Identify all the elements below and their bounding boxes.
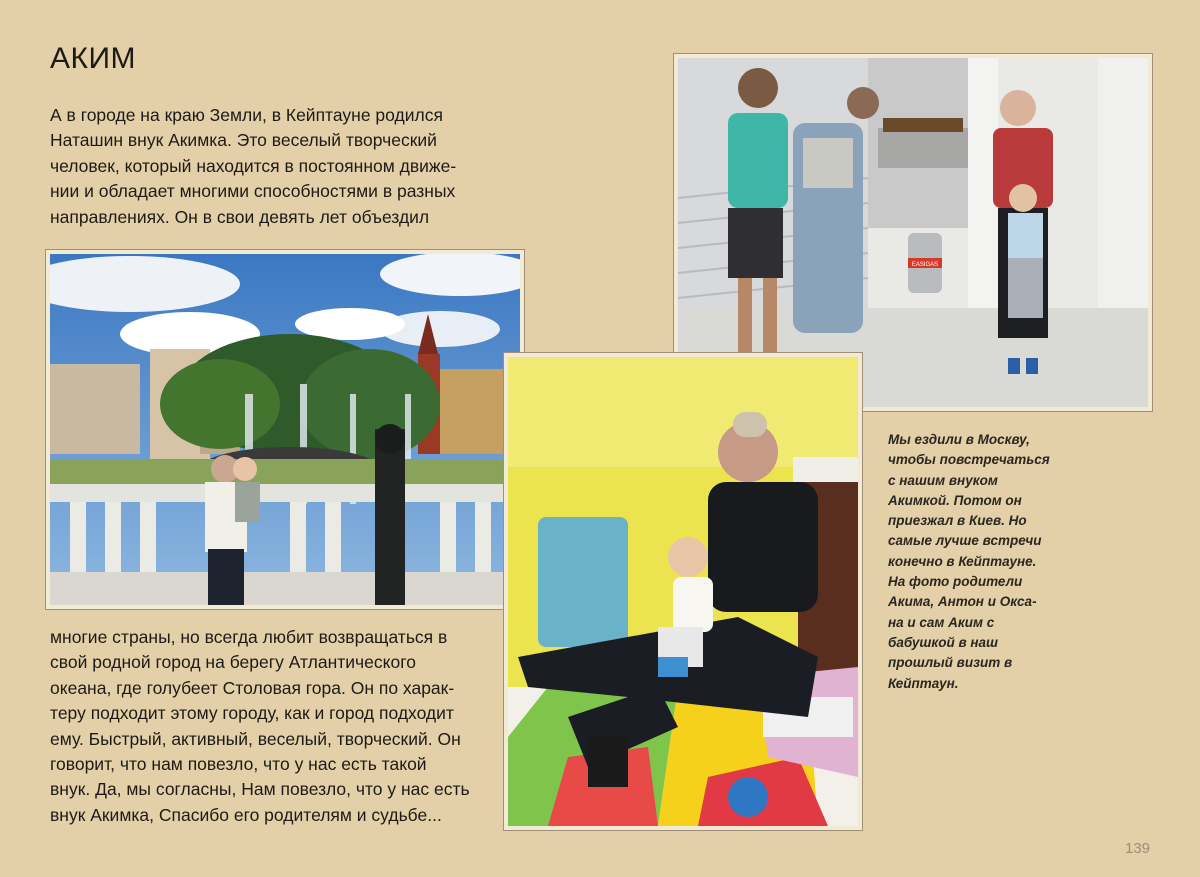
caption-line: На фото родители [888,574,1023,590]
text-line: свой родной город на берегу Атлантического [50,652,416,673]
caption-line: самые лучше встречи [888,533,1042,549]
text-line: А в городе на краю Земли, в Кейптауне родился [50,105,443,125]
caption-line: бабушкой в наш [888,634,999,650]
text-line: нии и обладает многими способностями в разных [50,181,456,202]
caption-line: чтобы повстречаться [888,452,1050,468]
page-number: 139 [1125,840,1151,857]
caption-line: на и сам Аким с [888,614,995,630]
photo-moscow-fountain [45,249,525,610]
text-line: говорит, что нам повезло, что у нас есть такой [50,754,427,775]
text-line: человек, который находится в постоянном движе- [50,155,457,176]
page-title: АКИМ [50,42,137,75]
text-line: многие страны, но всегда любит возвращаться в [50,627,448,647]
gas-bottle-label: EASIGAS [911,262,939,268]
text-line: океана, где голубеет Столовая гора. Он по харак- [50,677,455,698]
caption-line: Акима, Антон и Окса- [888,594,1037,610]
photo-caption [888,430,1050,694]
caption-line: Кейптаун. [888,675,959,691]
text-line: внук Акимка, Спасибо его родителям и судьбе... [50,804,442,825]
caption-line: прошлый визит в [888,655,1013,671]
body-paragraph-2 [50,625,470,828]
caption-line: конечно в Кейптауне. [888,553,1037,569]
caption-line: с нашим внуком [888,472,998,488]
caption-line: Мы ездили в Москву, [888,432,1030,447]
text-line: направлениях. Он в свои девять лет объездил [50,206,430,227]
text-line: Наташин внук Акимка. Это веселый творческий [50,130,437,151]
photo-living-room [503,352,863,831]
text-line: теру подходит этому городу, как и город подходит [50,703,454,724]
caption-line: Акимкой. Потом он [888,492,1022,508]
body-paragraph-1 [50,103,456,230]
text-line: внук. Да, мы согласны, Нам повезло, что у нас есть [50,779,470,800]
caption-line: приезжал в Киев. Но [888,513,1027,529]
text-line: ему. Быстрый, активный, веселый, творческий. Он [50,728,461,749]
